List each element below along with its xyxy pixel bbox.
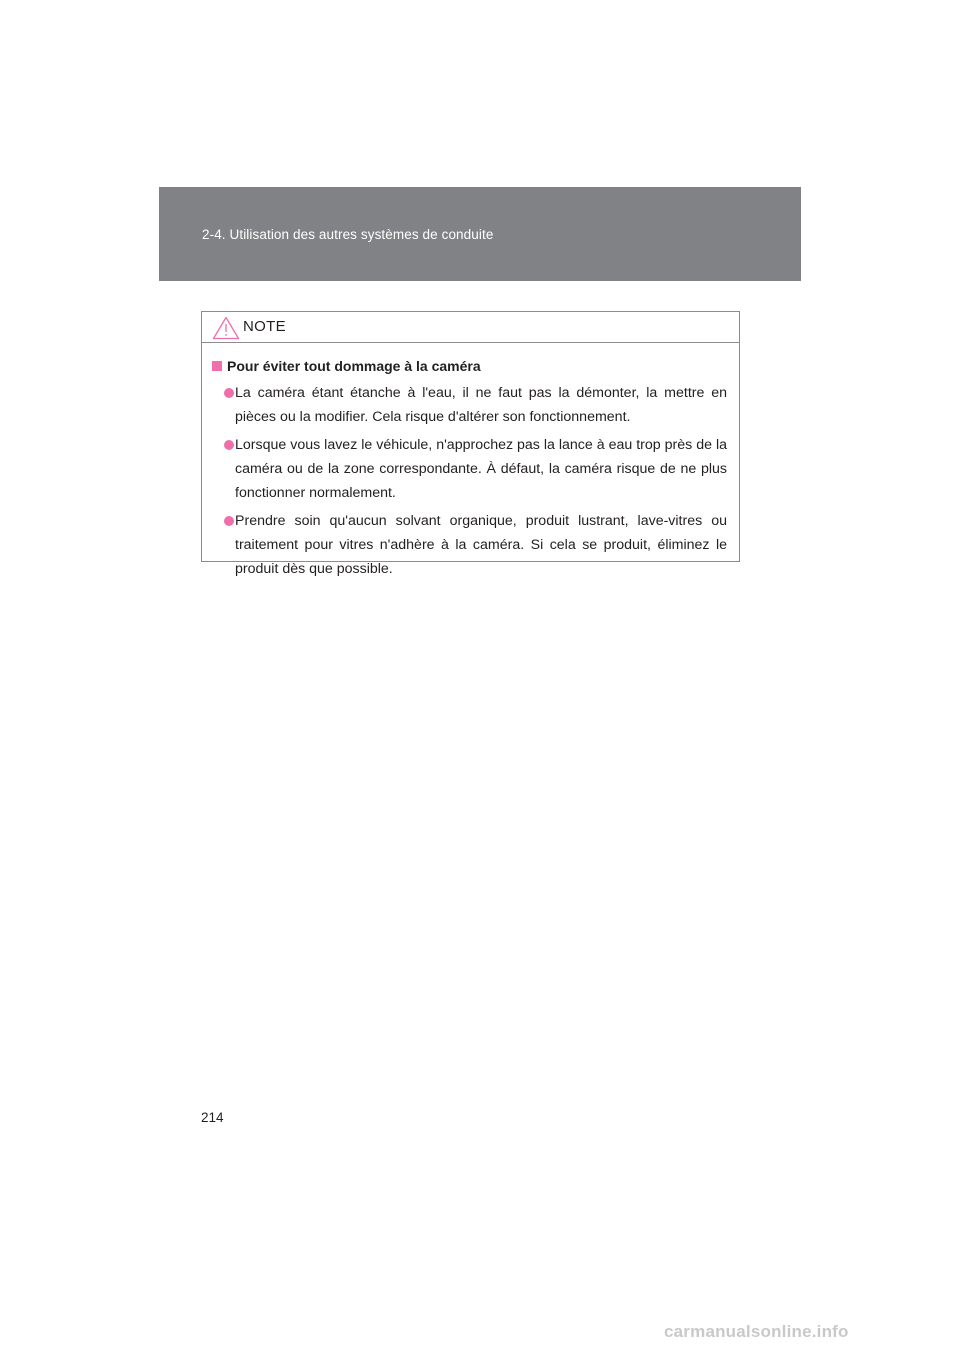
list-item	[212, 433, 739, 505]
note-section	[202, 343, 739, 581]
chapter-title: 2-4. Utilisation des autres systèmes de conduite	[202, 227, 494, 242]
list-item	[212, 381, 739, 429]
note-bullet-list	[212, 381, 739, 581]
section-heading	[212, 357, 739, 375]
circle-bullet-icon	[224, 516, 234, 526]
page-number: 214	[201, 1110, 224, 1125]
note-header	[202, 312, 739, 343]
list-item-text: Lorsque vous lavez le véhicule, n'approchez pas la lance à eau trop près de la caméra ou de la zone correspondante. À défaut, la caméra risque de ne plus fonctionner normalement.	[235, 437, 727, 501]
chapter-header-band	[159, 187, 801, 281]
watermark: carmanualsonline.info	[664, 1322, 849, 1341]
note-label: NOTE	[243, 318, 286, 335]
section-heading-text: Pour éviter tout dommage à la caméra	[227, 358, 481, 374]
list-item-text: La caméra étant étanche à l'eau, il ne faut pas la démonter, la mettre en pièces ou la modifier. Cela risque d'altérer son fonctionnement.	[235, 385, 727, 425]
circle-bullet-icon	[224, 388, 234, 398]
list-item-text: Prendre soin qu'aucun solvant organique, produit lustrant, lave-vitres ou traitement pour vitres n'adhère à la caméra. Si cela se produit, éliminez le produit dès que possible.	[235, 513, 727, 577]
note-box	[201, 311, 740, 577]
list-item	[212, 509, 739, 581]
circle-bullet-icon	[224, 440, 234, 450]
square-bullet-icon	[212, 361, 222, 371]
warning-triangle-icon	[212, 316, 240, 340]
